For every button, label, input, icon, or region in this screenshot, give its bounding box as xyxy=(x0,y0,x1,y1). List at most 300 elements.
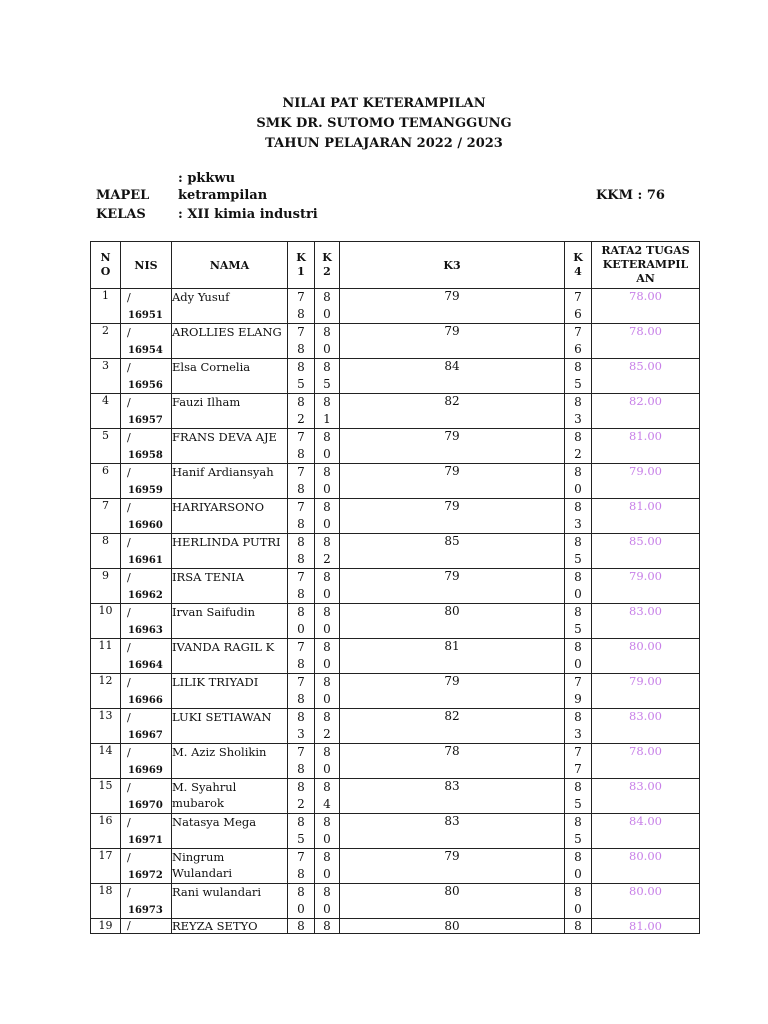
table-row xyxy=(91,779,700,814)
nama-cell: LILIK TRIYADI xyxy=(172,674,288,709)
header-no: N O xyxy=(91,242,121,289)
k1-digit: 7 xyxy=(297,465,305,479)
k1-digit: 8 xyxy=(297,867,305,881)
k1-cell xyxy=(288,709,315,744)
k3-cell: 80 xyxy=(340,884,565,919)
k4-digit: 6 xyxy=(574,342,582,356)
k4-digit: 8 xyxy=(574,850,582,864)
k2-cell xyxy=(315,429,340,464)
k4-digit: 8 xyxy=(574,500,582,514)
k1-digit: 7 xyxy=(297,430,305,444)
no-cell: 11 xyxy=(91,639,121,674)
nama-cell: Natasya Mega xyxy=(172,814,288,849)
k1-cell xyxy=(288,464,315,499)
k1-digit: 8 xyxy=(297,815,305,829)
k2-digit: 0 xyxy=(323,342,331,356)
k3-cell: 85 xyxy=(340,534,565,569)
k4-digit: 5 xyxy=(574,552,582,566)
nis-number: 16958 xyxy=(128,450,163,461)
table-body xyxy=(91,289,700,934)
nis-prefix: / xyxy=(127,536,131,549)
k4-digit: 8 xyxy=(574,360,582,374)
k4-cell xyxy=(565,919,592,934)
nis-number: 16973 xyxy=(128,905,163,916)
nis-number: 16969 xyxy=(128,765,163,776)
k3-cell: 80 xyxy=(340,919,565,934)
table-row xyxy=(91,884,700,919)
grades-table xyxy=(90,241,700,934)
rata-cell: 80.00 xyxy=(592,849,700,884)
k1-digit: 7 xyxy=(297,290,305,304)
table-row xyxy=(91,359,700,394)
k4-digit: 6 xyxy=(574,307,582,321)
k4-cell xyxy=(565,324,592,359)
nis-prefix: / xyxy=(127,711,131,724)
k1-digit: 8 xyxy=(297,587,305,601)
k2-digit: 0 xyxy=(323,762,331,776)
nama-cell: LUKI SETIAWAN xyxy=(172,709,288,744)
k4-digit: 0 xyxy=(574,902,582,916)
k1-cell xyxy=(288,814,315,849)
rata-cell: 78.00 xyxy=(592,324,700,359)
nis-cell xyxy=(121,604,172,639)
nis-prefix: / xyxy=(127,571,131,584)
k2-digit: 8 xyxy=(323,465,331,479)
k2-cell xyxy=(315,534,340,569)
k4-cell xyxy=(565,289,592,324)
k2-digit: 8 xyxy=(323,535,331,549)
nis-cell xyxy=(121,814,172,849)
k4-cell xyxy=(565,849,592,884)
k1-digit: 8 xyxy=(297,885,305,899)
k4-digit: 8 xyxy=(574,815,582,829)
k4-digit: 8 xyxy=(574,605,582,619)
k4-digit: 8 xyxy=(574,919,582,933)
k4-cell xyxy=(565,359,592,394)
nis-cell xyxy=(121,674,172,709)
k1-digit: 3 xyxy=(297,727,305,741)
rata-cell: 83.00 xyxy=(592,709,700,744)
table-row xyxy=(91,499,700,534)
mapel-value-line2: ketrampilan xyxy=(178,188,268,203)
nis-prefix: / xyxy=(127,919,131,932)
nis-cell xyxy=(121,849,172,884)
k4-digit: 3 xyxy=(574,412,582,426)
header-k2: K 2 xyxy=(315,242,340,289)
nis-number: 16964 xyxy=(128,660,163,671)
k4-digit: 5 xyxy=(574,832,582,846)
k1-cell xyxy=(288,499,315,534)
k2-cell xyxy=(315,709,340,744)
k2-cell xyxy=(315,289,340,324)
rata-cell: 81.00 xyxy=(592,499,700,534)
k2-digit: 8 xyxy=(323,745,331,759)
k1-digit: 8 xyxy=(297,710,305,724)
k1-cell xyxy=(288,604,315,639)
nama-cell: IVANDA RAGIL K xyxy=(172,639,288,674)
k4-cell xyxy=(565,779,592,814)
nis-prefix: / xyxy=(127,326,131,339)
k4-cell xyxy=(565,639,592,674)
k2-digit: 8 xyxy=(323,290,331,304)
document-title: NILAI PAT KETERAMPILAN xyxy=(282,96,486,111)
k3-cell: 79 xyxy=(340,569,565,604)
k2-digit: 8 xyxy=(323,570,331,584)
nama-cell: M. Syahrul mubarok xyxy=(172,779,288,814)
nis-cell xyxy=(121,884,172,919)
k4-digit: 7 xyxy=(574,745,582,759)
table-row xyxy=(91,604,700,639)
nama-cell: M. Aziz Sholikin xyxy=(172,744,288,779)
k2-cell xyxy=(315,919,340,934)
nis-cell xyxy=(121,324,172,359)
rata-cell: 79.00 xyxy=(592,674,700,709)
k2-digit: 1 xyxy=(323,412,331,426)
k4-cell xyxy=(565,499,592,534)
nis-cell xyxy=(121,534,172,569)
k2-digit: 8 xyxy=(323,605,331,619)
k1-cell xyxy=(288,394,315,429)
k1-digit: 8 xyxy=(297,762,305,776)
nis-prefix: / xyxy=(127,851,131,864)
k2-digit: 8 xyxy=(323,360,331,374)
k4-cell xyxy=(565,394,592,429)
k4-cell xyxy=(565,429,592,464)
header-nama: NAMA xyxy=(172,242,288,289)
nis-cell xyxy=(121,464,172,499)
rata-cell: 79.00 xyxy=(592,569,700,604)
nis-prefix: / xyxy=(127,816,131,829)
k2-cell xyxy=(315,674,340,709)
nis-number: 16963 xyxy=(128,625,163,636)
k1-digit: 7 xyxy=(297,640,305,654)
k4-digit: 7 xyxy=(574,762,582,776)
k4-cell xyxy=(565,464,592,499)
k2-cell xyxy=(315,884,340,919)
k1-digit: 7 xyxy=(297,745,305,759)
k4-digit: 0 xyxy=(574,482,582,496)
k4-cell xyxy=(565,534,592,569)
k2-digit: 8 xyxy=(323,640,331,654)
k4-digit: 8 xyxy=(574,885,582,899)
nis-number: 16962 xyxy=(128,590,163,601)
k2-digit: 0 xyxy=(323,692,331,706)
k4-digit: 3 xyxy=(574,517,582,531)
nis-cell xyxy=(121,709,172,744)
rata-cell: 80.00 xyxy=(592,639,700,674)
k1-cell xyxy=(288,359,315,394)
k2-digit: 0 xyxy=(323,307,331,321)
school-name: SMK DR. SUTOMO TEMANGGUNG xyxy=(256,116,512,131)
nis-prefix: / xyxy=(127,501,131,514)
rata-cell: 82.00 xyxy=(592,394,700,429)
k1-digit: 0 xyxy=(297,902,305,916)
k4-cell xyxy=(565,814,592,849)
nis-cell xyxy=(121,499,172,534)
nama-cell: Irvan Saifudin xyxy=(172,604,288,639)
k3-cell: 79 xyxy=(340,324,565,359)
k4-digit: 5 xyxy=(574,622,582,636)
k1-digit: 8 xyxy=(297,657,305,671)
k2-digit: 8 xyxy=(323,919,331,933)
table-row xyxy=(91,394,700,429)
k2-cell xyxy=(315,499,340,534)
k4-cell xyxy=(565,709,592,744)
nama-cell: IRSA TENIA xyxy=(172,569,288,604)
table-row xyxy=(91,849,700,884)
k1-cell xyxy=(288,779,315,814)
k4-cell xyxy=(565,674,592,709)
nama-cell: REYZA SETYO xyxy=(172,919,288,934)
nis-number: 16966 xyxy=(128,695,163,706)
k2-digit: 0 xyxy=(323,447,331,461)
no-cell: 3 xyxy=(91,359,121,394)
no-cell: 9 xyxy=(91,569,121,604)
k2-digit: 0 xyxy=(323,622,331,636)
k2-digit: 2 xyxy=(323,552,331,566)
k1-digit: 8 xyxy=(297,342,305,356)
nis-cell xyxy=(121,779,172,814)
k2-cell xyxy=(315,814,340,849)
k2-digit: 0 xyxy=(323,517,331,531)
k4-cell xyxy=(565,884,592,919)
nama-cell: Hanif Ardiansyah xyxy=(172,464,288,499)
nama-cell: Ady Yusuf xyxy=(172,289,288,324)
k2-cell xyxy=(315,744,340,779)
k2-cell xyxy=(315,849,340,884)
nis-prefix: / xyxy=(127,606,131,619)
k1-digit: 7 xyxy=(297,850,305,864)
k2-digit: 8 xyxy=(323,325,331,339)
rata-cell: 81.00 xyxy=(592,429,700,464)
k4-digit: 7 xyxy=(574,290,582,304)
nis-number: 16959 xyxy=(128,485,163,496)
k4-digit: 8 xyxy=(574,640,582,654)
k4-digit: 8 xyxy=(574,710,582,724)
rata-cell: 78.00 xyxy=(592,289,700,324)
header-row xyxy=(91,242,700,289)
k1-digit: 5 xyxy=(297,832,305,846)
table-row xyxy=(91,674,700,709)
k2-digit: 5 xyxy=(323,377,331,391)
no-cell: 14 xyxy=(91,744,121,779)
k3-cell: 78 xyxy=(340,744,565,779)
nis-cell xyxy=(121,744,172,779)
no-cell: 2 xyxy=(91,324,121,359)
rata-cell: 80.00 xyxy=(592,884,700,919)
nis-prefix: / xyxy=(127,781,131,794)
k2-cell xyxy=(315,394,340,429)
no-cell: 13 xyxy=(91,709,121,744)
k1-cell xyxy=(288,569,315,604)
k3-cell: 79 xyxy=(340,849,565,884)
table-row xyxy=(91,569,700,604)
k1-digit: 8 xyxy=(297,692,305,706)
header-rata: RATA2 TUGAS KETERAMPIL AN xyxy=(592,242,700,289)
nis-cell xyxy=(121,919,172,934)
nis-number: 16957 xyxy=(128,415,163,426)
k4-digit: 7 xyxy=(574,325,582,339)
k1-digit: 5 xyxy=(297,377,305,391)
k4-digit: 3 xyxy=(574,727,582,741)
nis-prefix: / xyxy=(127,431,131,444)
k4-digit: 8 xyxy=(574,780,582,794)
nama-cell: Elsa Cornelia xyxy=(172,359,288,394)
k2-cell xyxy=(315,359,340,394)
nis-prefix: / xyxy=(127,746,131,759)
k1-digit: 8 xyxy=(297,307,305,321)
no-cell: 15 xyxy=(91,779,121,814)
rata-cell: 79.00 xyxy=(592,464,700,499)
k4-cell xyxy=(565,744,592,779)
k1-digit: 2 xyxy=(297,797,305,811)
k1-digit: 8 xyxy=(297,447,305,461)
nis-cell xyxy=(121,429,172,464)
no-cell: 17 xyxy=(91,849,121,884)
k1-cell xyxy=(288,744,315,779)
no-cell: 18 xyxy=(91,884,121,919)
k4-digit: 0 xyxy=(574,587,582,601)
k4-digit: 2 xyxy=(574,447,582,461)
k1-digit: 8 xyxy=(297,395,305,409)
nis-number: 16961 xyxy=(128,555,163,566)
k1-digit: 8 xyxy=(297,482,305,496)
no-cell: 10 xyxy=(91,604,121,639)
k4-digit: 8 xyxy=(574,535,582,549)
nama-cell: HERLINDA PUTRI xyxy=(172,534,288,569)
rata-cell: 84.00 xyxy=(592,814,700,849)
nis-prefix: / xyxy=(127,466,131,479)
k4-cell xyxy=(565,604,592,639)
nama-cell: Ningrum Wulandari xyxy=(172,849,288,884)
kkm-label: KKM : 76 xyxy=(596,188,665,203)
no-cell: 7 xyxy=(91,499,121,534)
kelas-value: : XII kimia industri xyxy=(178,207,318,222)
academic-year: TAHUN PELAJARAN 2022 / 2023 xyxy=(265,136,503,151)
k4-digit: 0 xyxy=(574,867,582,881)
nama-cell: Fauzi Ilham xyxy=(172,394,288,429)
k3-cell: 80 xyxy=(340,604,565,639)
nama-cell: Rani wulandari xyxy=(172,884,288,919)
k2-cell xyxy=(315,779,340,814)
k3-cell: 79 xyxy=(340,289,565,324)
k1-cell xyxy=(288,919,315,934)
k1-cell xyxy=(288,849,315,884)
nis-number: 16967 xyxy=(128,730,163,741)
mapel-value-line1: : pkkwu xyxy=(178,171,236,186)
no-cell: 12 xyxy=(91,674,121,709)
k2-digit: 8 xyxy=(323,850,331,864)
k2-digit: 0 xyxy=(323,832,331,846)
nis-prefix: / xyxy=(127,291,131,304)
no-cell: 5 xyxy=(91,429,121,464)
k1-digit: 7 xyxy=(297,500,305,514)
nama-cell: HARIYARSONO xyxy=(172,499,288,534)
k1-digit: 2 xyxy=(297,412,305,426)
rata-cell: 85.00 xyxy=(592,534,700,569)
k2-digit: 8 xyxy=(323,780,331,794)
k3-cell: 82 xyxy=(340,709,565,744)
k1-cell xyxy=(288,884,315,919)
k1-digit: 8 xyxy=(297,552,305,566)
table-row xyxy=(91,324,700,359)
k3-cell: 84 xyxy=(340,359,565,394)
k4-digit: 0 xyxy=(574,657,582,671)
header-nis: NIS xyxy=(121,242,172,289)
nis-cell xyxy=(121,569,172,604)
table-row xyxy=(91,814,700,849)
table-row xyxy=(91,919,700,934)
k2-digit: 8 xyxy=(323,710,331,724)
k4-digit: 8 xyxy=(574,570,582,584)
k1-cell xyxy=(288,429,315,464)
k2-digit: 0 xyxy=(323,587,331,601)
nis-cell xyxy=(121,394,172,429)
no-cell: 4 xyxy=(91,394,121,429)
k1-digit: 7 xyxy=(297,325,305,339)
k2-digit: 8 xyxy=(323,500,331,514)
rata-cell: 78.00 xyxy=(592,744,700,779)
no-cell: 6 xyxy=(91,464,121,499)
k2-digit: 8 xyxy=(323,430,331,444)
k3-cell: 81 xyxy=(340,639,565,674)
k4-digit: 8 xyxy=(574,465,582,479)
rata-cell: 83.00 xyxy=(592,604,700,639)
k2-cell xyxy=(315,464,340,499)
k2-digit: 8 xyxy=(323,675,331,689)
k1-cell xyxy=(288,674,315,709)
nis-number: 16956 xyxy=(128,380,163,391)
table-row xyxy=(91,464,700,499)
nis-prefix: / xyxy=(127,676,131,689)
k2-digit: 0 xyxy=(323,867,331,881)
rata-cell: 81.00 xyxy=(592,919,700,934)
nis-number: 16954 xyxy=(128,345,163,356)
k3-cell: 79 xyxy=(340,499,565,534)
k1-digit: 8 xyxy=(297,605,305,619)
table-row xyxy=(91,534,700,569)
header-k3: K3 xyxy=(340,242,565,289)
no-cell: 19 xyxy=(91,919,121,934)
k3-cell: 83 xyxy=(340,779,565,814)
nama-cell: AROLLIES ELANG xyxy=(172,324,288,359)
k2-digit: 0 xyxy=(323,657,331,671)
nama-cell: FRANS DEVA AJE xyxy=(172,429,288,464)
nis-prefix: / xyxy=(127,396,131,409)
k2-digit: 4 xyxy=(323,797,331,811)
table-row xyxy=(91,744,700,779)
k3-cell: 82 xyxy=(340,394,565,429)
k2-digit: 0 xyxy=(323,902,331,916)
k1-digit: 8 xyxy=(297,919,305,933)
no-cell: 8 xyxy=(91,534,121,569)
nis-cell xyxy=(121,289,172,324)
table-row xyxy=(91,289,700,324)
kelas-label: KELAS xyxy=(96,207,146,222)
k2-digit: 8 xyxy=(323,815,331,829)
k1-digit: 0 xyxy=(297,622,305,636)
k1-digit: 8 xyxy=(297,780,305,794)
k4-digit: 8 xyxy=(574,430,582,444)
nis-cell xyxy=(121,639,172,674)
k4-digit: 9 xyxy=(574,692,582,706)
nis-prefix: / xyxy=(127,361,131,374)
k2-digit: 8 xyxy=(323,395,331,409)
nis-number: 16951 xyxy=(128,310,163,321)
k1-digit: 8 xyxy=(297,535,305,549)
k4-digit: 5 xyxy=(574,797,582,811)
mapel-label: MAPEL xyxy=(96,188,150,203)
